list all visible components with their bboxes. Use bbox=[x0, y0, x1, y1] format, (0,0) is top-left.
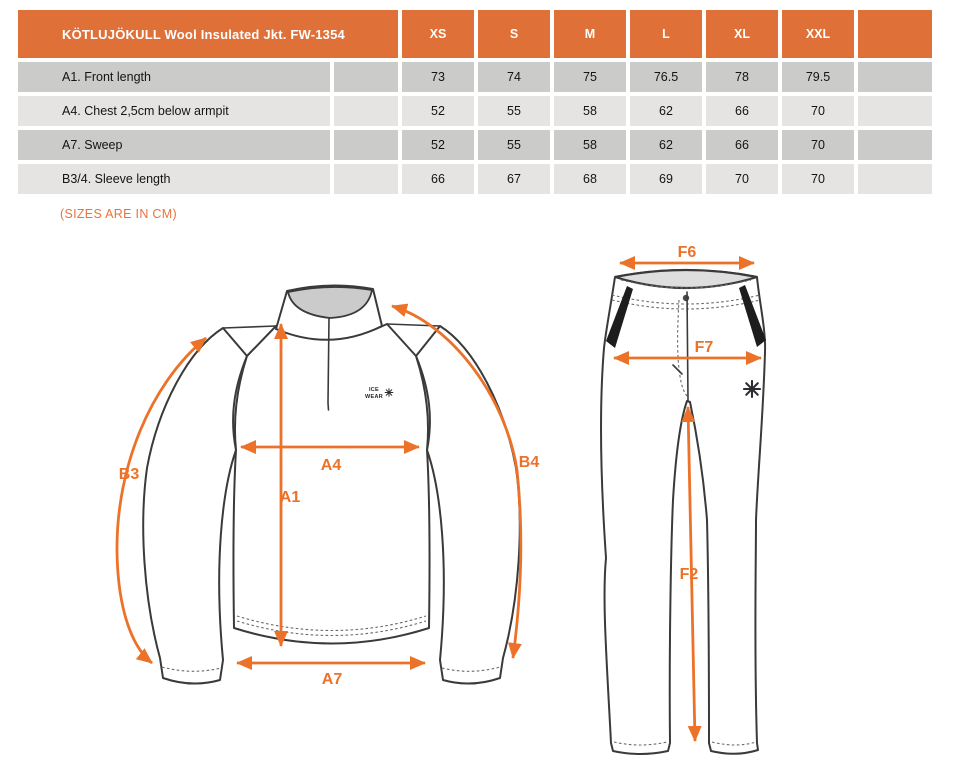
value-cell: 55 bbox=[478, 130, 550, 160]
jacket-drawing bbox=[117, 285, 539, 688]
value-cell: 66 bbox=[706, 96, 778, 126]
row-label: A4. Chest 2,5cm below armpit bbox=[18, 96, 330, 126]
value-cell: 75 bbox=[554, 62, 626, 92]
pants-body bbox=[601, 270, 765, 754]
value-cell: 62 bbox=[630, 130, 702, 160]
value-cell: 52 bbox=[402, 96, 474, 126]
row-label: B3/4. Sleeve length bbox=[18, 164, 330, 194]
pants-drawing bbox=[601, 244, 766, 754]
a7-label: A7 bbox=[321, 671, 343, 688]
value-cell: 74 bbox=[478, 62, 550, 92]
value-cell: 66 bbox=[706, 130, 778, 160]
a1-label: A1 bbox=[279, 489, 301, 506]
value-cell: 70 bbox=[782, 96, 854, 126]
value-cell: 52 bbox=[402, 130, 474, 160]
jacket-right-sleeve bbox=[416, 326, 520, 684]
logo-text-line2: WEAR bbox=[364, 394, 384, 400]
value-cell: 70 bbox=[782, 130, 854, 160]
value-cell: 67 bbox=[478, 164, 550, 194]
value-cell: 66 bbox=[402, 164, 474, 194]
logo-snowflake-icon bbox=[385, 389, 393, 397]
value-cell: 79.5 bbox=[782, 62, 854, 92]
waist-button bbox=[683, 295, 689, 301]
table-title: KÖTLUJÖKULL Wool Insulated Jkt. FW-1354 bbox=[18, 10, 398, 58]
value-cell: 70 bbox=[782, 164, 854, 194]
row-label: A1. Front length bbox=[18, 62, 330, 92]
size-header-l: L bbox=[630, 10, 702, 58]
pants-snowflake-icon bbox=[744, 381, 760, 397]
f6-label: F6 bbox=[677, 244, 697, 261]
jacket-left-shoulder-seam bbox=[223, 326, 276, 328]
b4-label: B4 bbox=[518, 454, 540, 471]
f7-label: F7 bbox=[694, 339, 714, 356]
size-header-m: M bbox=[554, 10, 626, 58]
a4-label: A4 bbox=[320, 457, 342, 474]
size-header-xxl: XXL bbox=[782, 10, 854, 58]
value-cell: 55 bbox=[478, 96, 550, 126]
center-front-seam bbox=[687, 292, 688, 400]
f2-label: F2 bbox=[679, 566, 699, 583]
row-label: A7. Sweep bbox=[18, 130, 330, 160]
jacket-left-sleeve bbox=[143, 328, 247, 684]
jacket-zipper bbox=[328, 318, 329, 410]
value-cell: 76.5 bbox=[630, 62, 702, 92]
value-cell: 58 bbox=[554, 96, 626, 126]
logo-text-line1: ICE bbox=[368, 387, 380, 393]
jacket-torso bbox=[233, 324, 429, 644]
value-cell: 62 bbox=[630, 96, 702, 126]
size-header-xs: XS bbox=[402, 10, 474, 58]
size-header-s: S bbox=[478, 10, 550, 58]
value-cell: 78 bbox=[706, 62, 778, 92]
value-cell: 58 bbox=[554, 130, 626, 160]
value-cell: 70 bbox=[706, 164, 778, 194]
value-cell: 69 bbox=[630, 164, 702, 194]
value-cell: 68 bbox=[554, 164, 626, 194]
units-note: (SIZES ARE IN CM) bbox=[60, 207, 177, 221]
size-header-xl: XL bbox=[706, 10, 778, 58]
value-cell: 73 bbox=[402, 62, 474, 92]
b3-label: B3 bbox=[118, 466, 140, 483]
